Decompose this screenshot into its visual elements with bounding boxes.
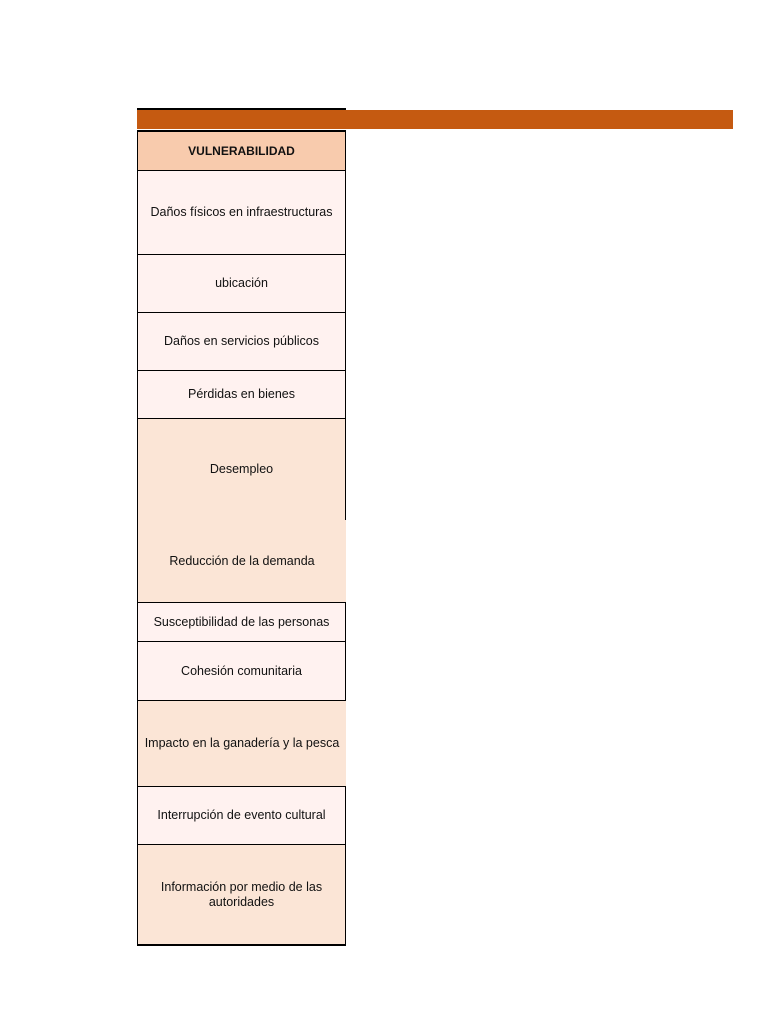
table-row-perdidas-bienes: Pérdidas en bienes (137, 370, 346, 418)
table-row-danos-servicios: Daños en servicios públicos (137, 312, 346, 370)
table-row-ubicacion: ubicación (137, 254, 346, 312)
table-row-susceptibilidad: Susceptibilidad de las personas (137, 602, 346, 641)
table-row-informacion-autoridades: Información por medio de las autoridades (137, 844, 346, 946)
table-row-cohesion: Cohesión comunitaria (137, 641, 346, 700)
table-row-impacto-ganaderia: Impacto en la ganadería y la pesca (137, 700, 346, 786)
table-row-interrupcion-evento: Interrupción de evento cultural (137, 786, 346, 844)
table-title-row (137, 110, 346, 130)
table-row-desempleo: Desempleo (137, 418, 346, 520)
column-header-vulnerabilidad: VULNERABILIDAD (137, 130, 346, 170)
table-row-danos-fisicos: Daños físicos en infraestructuras (137, 170, 346, 254)
table-row-reduccion-demanda: Reducción de la demanda (137, 520, 346, 602)
vulnerability-table (137, 108, 346, 946)
